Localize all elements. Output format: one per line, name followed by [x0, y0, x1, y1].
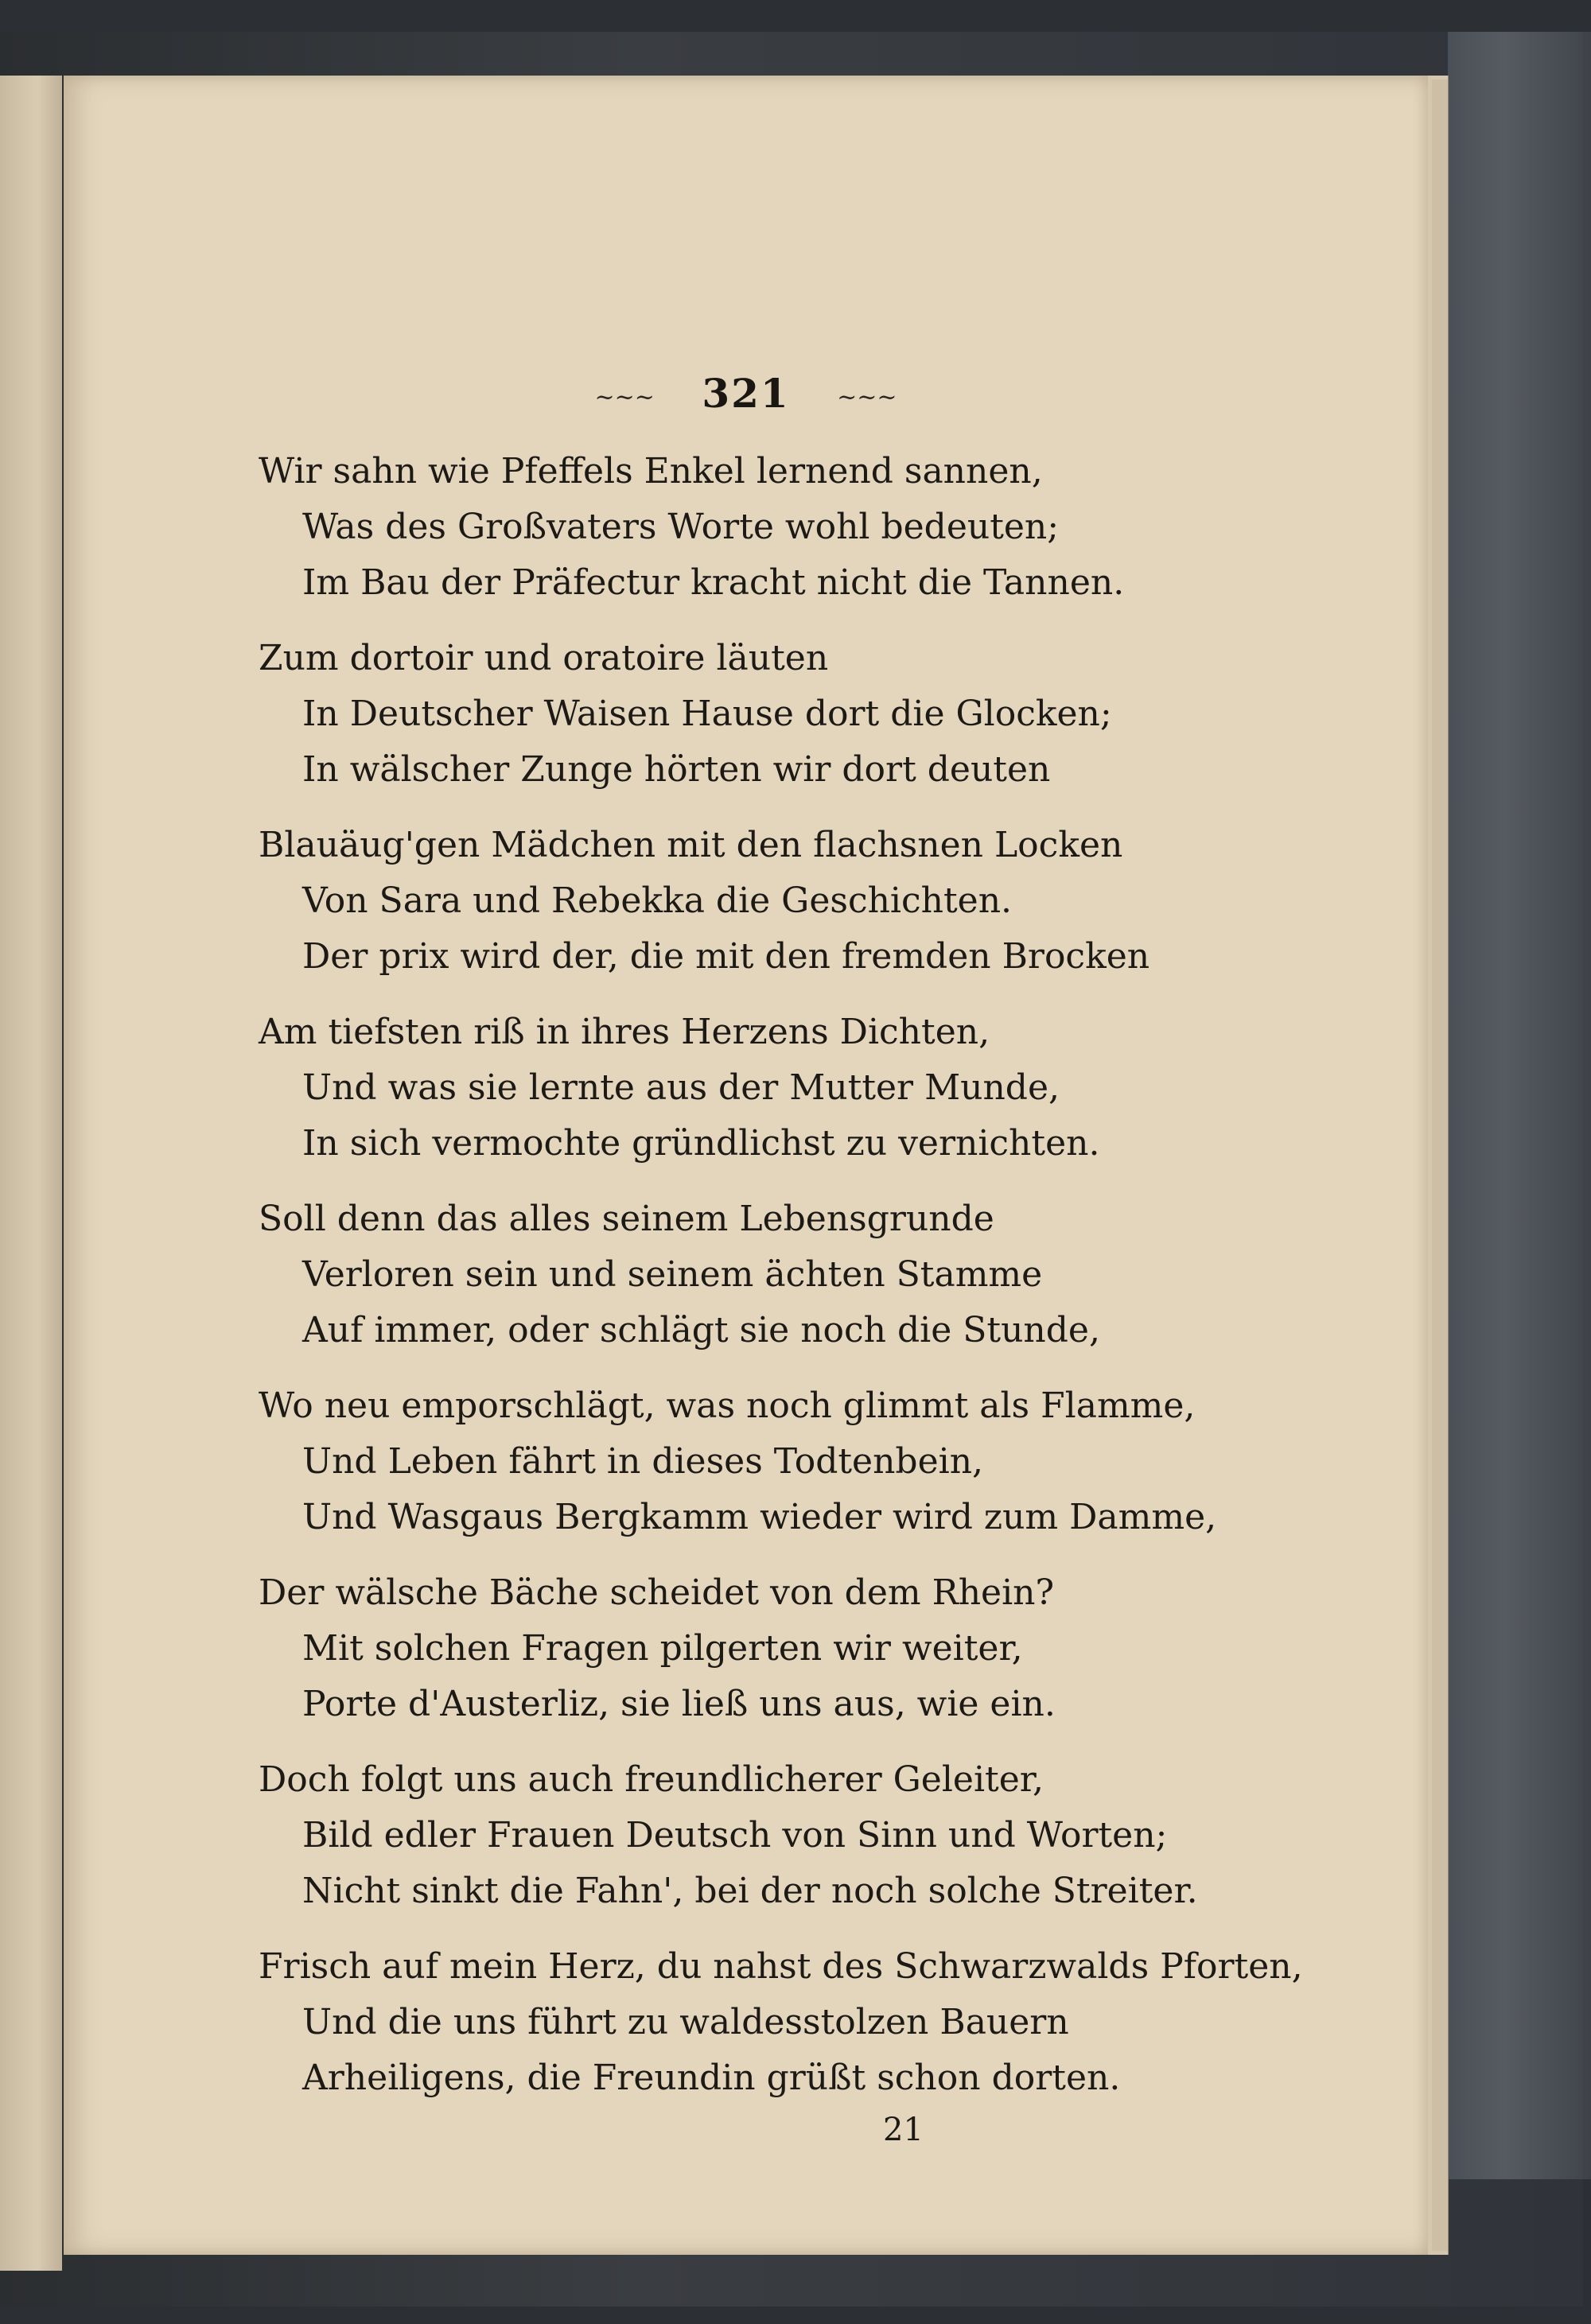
verse-line: Und Leben fährt in dieses Todtenbein, — [302, 1441, 984, 1482]
verse-line: Blauäug'gen Mädchen mit den flachsnen Locken — [259, 825, 1123, 865]
page-number: 321 — [702, 370, 790, 417]
verse-line: Und was sie lernte aus der Mutter Munde, — [302, 1067, 1060, 1108]
page-stack-edge-inner — [1432, 80, 1449, 2251]
plastic-wrap — [1448, 32, 1591, 2179]
verse-line: In wälscher Zunge hörten wir dort deuten — [302, 749, 1051, 790]
ornament-right-icon: ~~~ — [837, 383, 897, 411]
left-page-edge — [0, 76, 62, 2271]
verse-line: Auf immer, oder schlägt sie noch die Stunde, — [302, 1310, 1100, 1350]
verse-line: Und die uns führt zu waldesstolzen Bauern — [302, 2002, 1069, 2042]
verse-line: Mit solchen Fragen pilgerten wir weiter, — [302, 1628, 1023, 1669]
book-page — [64, 76, 1428, 2255]
verse-line: Soll denn das alles seinem Lebensgrunde — [259, 1199, 994, 1239]
verse-line: Nicht sinkt die Fahn', bei der noch solche Streiter. — [302, 1871, 1198, 1911]
ornament-left-icon: ~~~ — [594, 383, 655, 411]
verse-line: Frisch auf mein Herz, du nahst des Schwarzwalds Pforten, — [259, 1946, 1303, 1987]
verse-line: Wir sahn wie Pfeffels Enkel lernend sannen, — [259, 451, 1043, 492]
verse-line: Im Bau der Präfectur kracht nicht die Tannen. — [302, 562, 1125, 603]
verse-line: Der wälsche Bäche scheidet von dem Rhein? — [259, 1572, 1055, 1613]
signature-mark: 21 — [883, 2112, 924, 2148]
verse-line: Am tiefsten riß in ihres Herzens Dichten, — [259, 1012, 990, 1052]
verse-line: Der prix wird der, die mit den fremden Brocken — [302, 936, 1150, 977]
verse-line: Verloren sein und seinem ächten Stamme — [302, 1254, 1043, 1295]
verse-line: Doch folgt uns auch freundlicherer Geleiter, — [259, 1759, 1044, 1800]
verse-line: Bild edler Frauen Deutsch von Sinn und Worten; — [302, 1815, 1168, 1856]
verse-line: Arheiligens, die Freundin grüßt schon dorten. — [302, 2058, 1121, 2098]
verse-line: In Deutscher Waisen Hause dort die Glocken; — [302, 694, 1112, 734]
verse-line: Wo neu emporschlägt, was noch glimmt als Flamme, — [259, 1385, 1196, 1426]
verse-line: Und Wasgaus Bergkamm wieder wird zum Damme, — [302, 1497, 1217, 1537]
verse-line: In sich vermochte gründlichst zu vernichten. — [302, 1123, 1100, 1164]
verse-line: Von Sara und Rebekka die Geschichten. — [302, 880, 1013, 921]
verse-line: Zum dortoir und oratoire läuten — [259, 638, 829, 678]
verse-line: Porte d'Austerliz, sie ließ uns aus, wie ein. — [302, 1684, 1056, 1724]
page-header — [64, 370, 1428, 417]
verse-line: Was des Großvaters Worte wohl bedeuten; — [302, 507, 1060, 547]
